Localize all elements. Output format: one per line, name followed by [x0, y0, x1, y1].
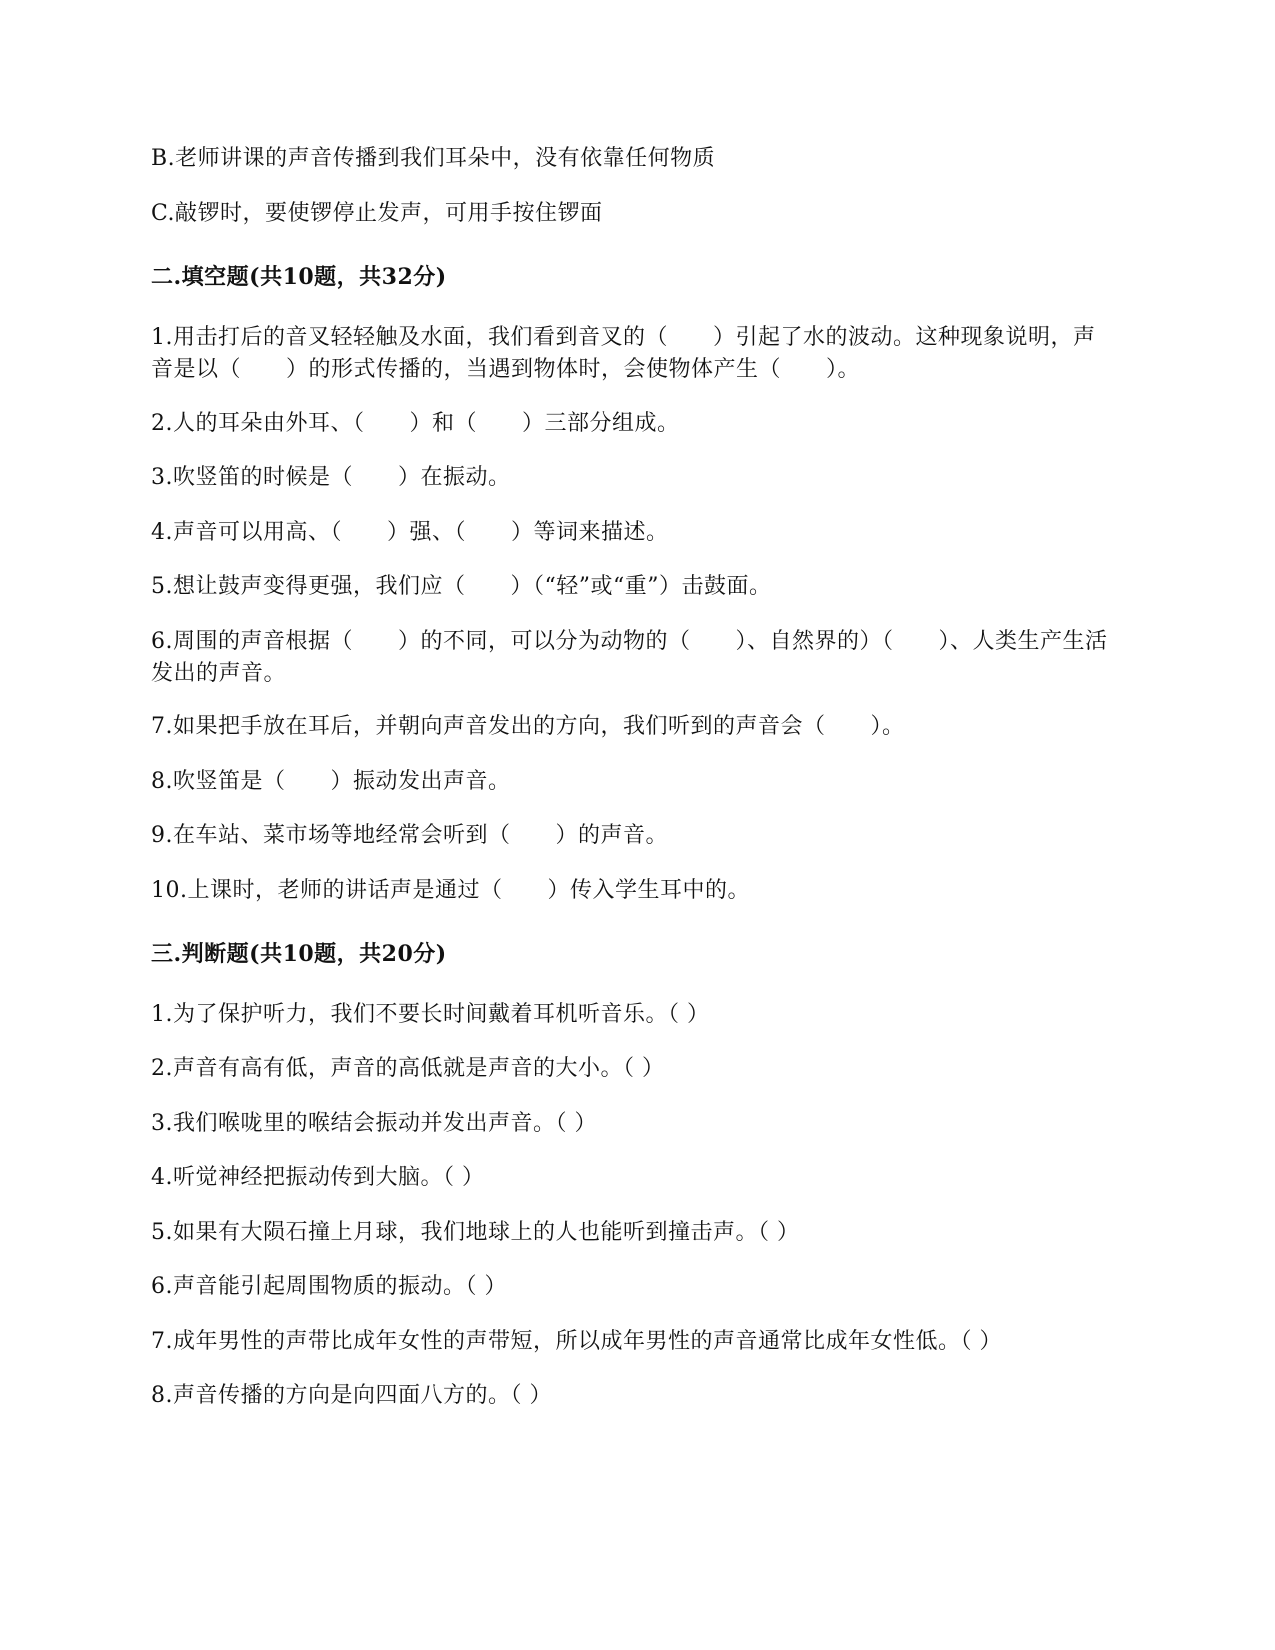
true-false-question-4: 4.听觉神经把振动传到大脑。（ ） [151, 1165, 485, 1190]
fill-in-question-1: 1.用击打后的音叉轻轻触及水面，我们看到音叉的（ ）引起了水的波动。这种现象说明，声音是以（ ）的形式传播的，当遇到物体时，会使物体产生（ ）。 [151, 325, 1096, 382]
true-false-question-1: 1.为了保护听力，我们不要长时间戴着耳机听音乐。（ ） [151, 1002, 710, 1027]
fill-in-question-2: 2.人的耳朵由外耳、（ ）和（ ）三部分组成。 [151, 411, 680, 436]
question-option-c: C.敲锣时，要使锣停止发声，可用手按住锣面 [151, 201, 603, 226]
fill-in-question-6: 6.周围的声音根据（ ）的不同，可以分为动物的（ ）、自然界的）（ ）、人类生产生活发出的声音。 [151, 629, 1108, 686]
fill-in-question-7: 7.如果把手放在耳后，并朝向声音发出的方向，我们听到的声音会（ ）。 [151, 714, 905, 739]
fill-in-question-8: 8.吹竖笛是（ ）振动发出声音。 [151, 769, 511, 794]
fill-in-question-4: 4.声音可以用高、（ ）强、（ ）等词来描述。 [151, 520, 669, 545]
true-false-question-5: 5.如果有大陨石撞上月球，我们地球上的人也能听到撞击声。（ ） [151, 1220, 800, 1245]
true-false-question-3: 3.我们喉咙里的喉结会振动并发出声音。（ ） [151, 1111, 597, 1136]
question-option-b: B.老师讲课的声音传播到我们耳朵中，没有依靠任何物质 [151, 146, 716, 171]
true-false-question-7: 7.成年男性的声带比成年女性的声带短，所以成年男性的声音通常比成年女性低。（ ） [151, 1329, 1002, 1354]
true-false-question-2: 2.声音有高有低，声音的高低就是声音的大小。（ ） [151, 1056, 665, 1081]
fill-in-question-10: 10.上课时，老师的讲话声是通过（ ）传入学生耳中的。 [151, 878, 750, 903]
fill-in-question-9: 9.在车站、菜市场等地经常会听到（ ）的声音。 [151, 823, 668, 848]
section-heading-fill-in: 二.填空题(共10题，共32分) [151, 264, 447, 290]
true-false-question-6: 6.声音能引起周围物质的振动。（ ） [151, 1274, 507, 1299]
fill-in-question-3: 3.吹竖笛的时候是（ ）在振动。 [151, 465, 511, 490]
true-false-question-8: 8.声音传播的方向是向四面八方的。（ ） [151, 1383, 552, 1408]
section-heading-true-false: 三.判断题(共10题，共20分) [151, 941, 447, 967]
fill-in-question-5: 5.想让鼓声变得更强，我们应（ ）（“轻”或“重”）击鼓面。 [151, 574, 772, 599]
